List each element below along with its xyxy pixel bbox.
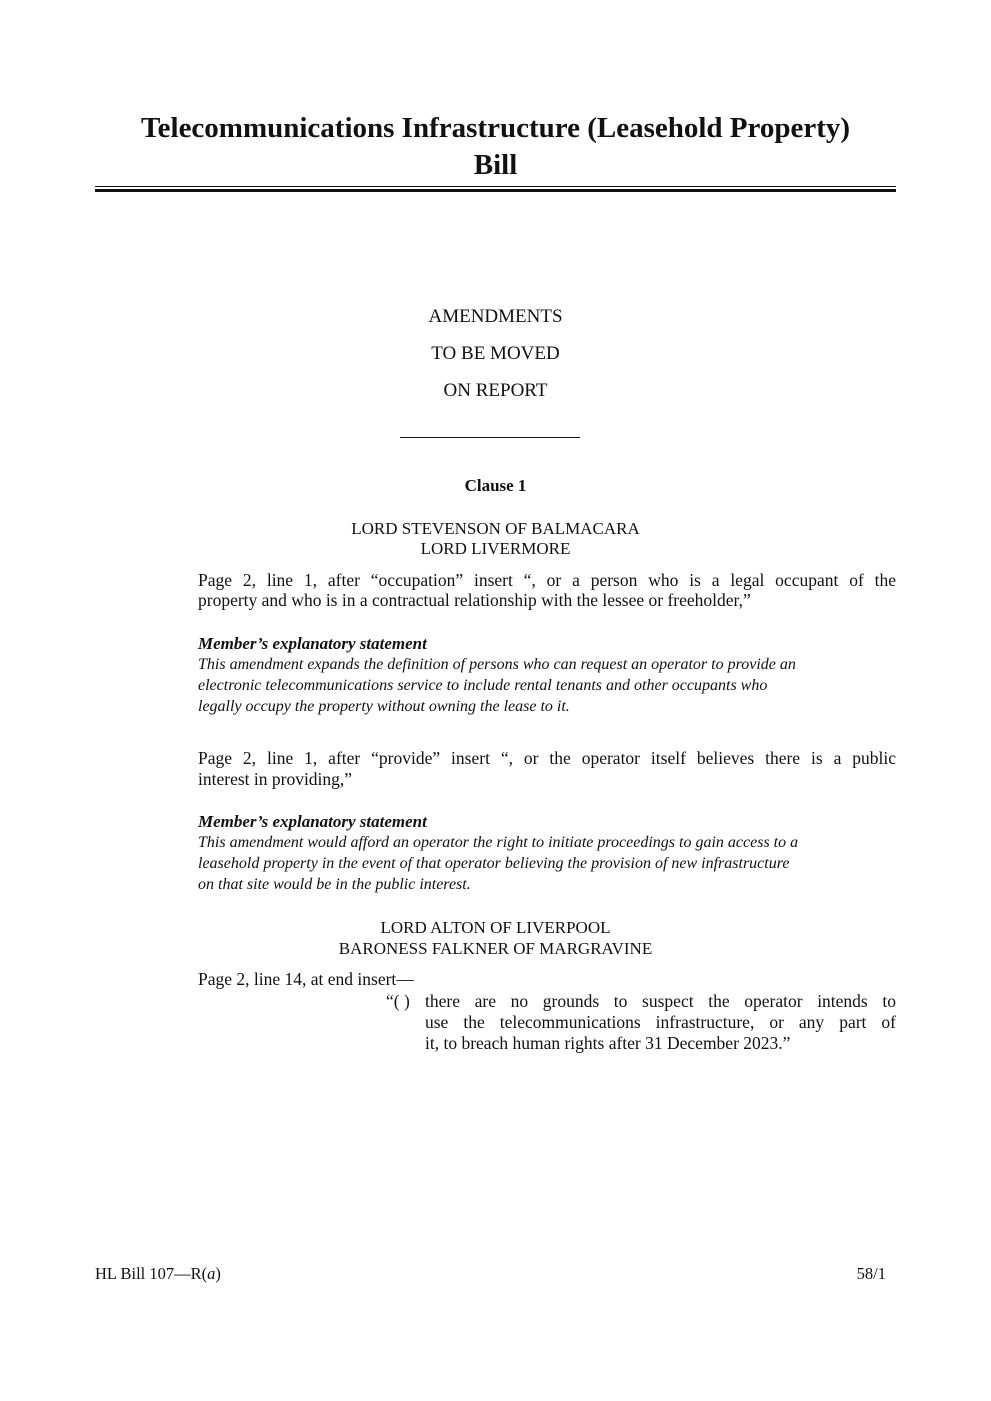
explanatory-statement-heading: Member’s explanatory statement	[198, 812, 427, 831]
sponsor: BARONESS FALKNER OF MARGRAVINE	[338, 939, 653, 958]
bill-ref-suffix: )	[215, 1264, 221, 1283]
bill-ref-prefix: HL Bill 107—R(	[95, 1264, 208, 1283]
title-rule-thick	[95, 189, 896, 192]
title-rule	[95, 186, 896, 187]
heading-amendments: AMENDMENTS	[428, 306, 563, 327]
heading-on-report: ON REPORT	[443, 380, 548, 401]
sponsor: LORD ALTON OF LIVERPOOL	[380, 918, 611, 937]
insert-marker: “( )	[386, 991, 410, 1011]
bill-reference	[95, 1264, 221, 1284]
amendment-text: property and who is in a contractual relationship with the lessee or freeholder,”	[198, 590, 751, 610]
explanatory-statement-heading: Member’s explanatory statement	[198, 634, 427, 653]
amendment-text: Page 2, line 1, after “occupation” insert “, or a person who is a legal occupant of the	[198, 570, 896, 590]
bill-ref-italic: a	[207, 1264, 216, 1283]
clause-heading: Clause 1	[464, 476, 527, 495]
separator	[400, 437, 580, 438]
page-reference: 58/1	[856, 1264, 886, 1283]
amendment-text: Page 2, line 14, at end insert—	[198, 969, 414, 989]
sponsor: LORD LIVERMORE	[420, 539, 571, 558]
explanatory-statement: on that site would be in the public interest.	[198, 876, 471, 893]
insert-text: use the telecommunications infrastructure, or any part of	[425, 1012, 896, 1032]
amendment-text: interest in providing,”	[198, 769, 353, 789]
heading-to-be-moved: TO BE MOVED	[431, 343, 560, 364]
insert-text: it, to breach human rights after 31 December 2023.”	[425, 1033, 791, 1053]
amendment-text: Page 2, line 1, after “provide” insert “, or the operator itself believes there is a public	[198, 748, 896, 768]
explanatory-statement: electronic telecommunications service to include rental tenants and other occupants who	[198, 677, 768, 694]
explanatory-statement: This amendment expands the definition of persons who can request an operator to provide an	[198, 656, 796, 673]
insert-text: there are no grounds to suspect the operator intends to	[425, 991, 896, 1011]
sponsor: LORD STEVENSON OF BALMACARA	[351, 519, 640, 538]
explanatory-statement: leasehold property in the event of that operator believing the provision of new infrastructure	[198, 855, 790, 872]
explanatory-statement: legally occupy the property without owning the lease to it.	[198, 698, 570, 715]
bill-title-line2: Bill	[473, 149, 518, 181]
bill-title-line1: Telecommunications Infrastructure (Leasehold Property)	[140, 112, 851, 144]
explanatory-statement: This amendment would afford an operator the right to initiate proceedings to gain access to a	[198, 834, 799, 851]
